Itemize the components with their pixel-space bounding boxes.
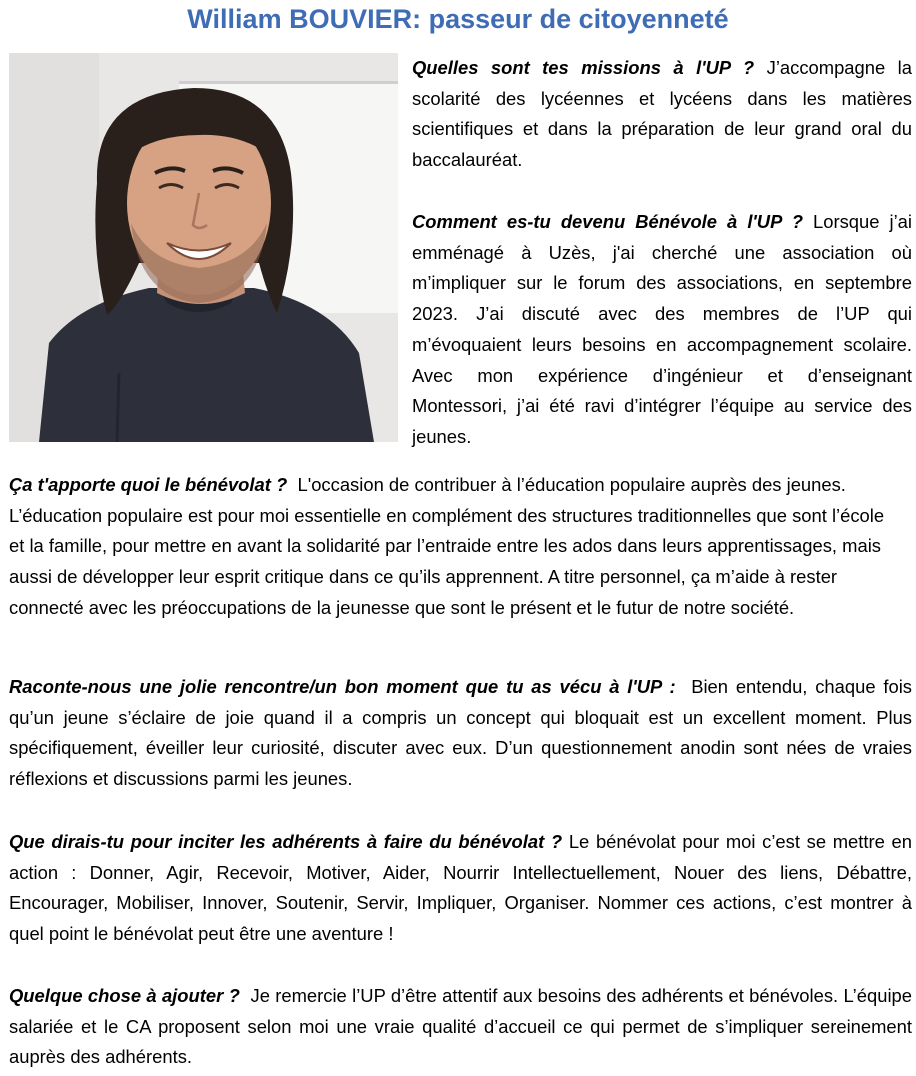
answer-apport: L'occasion de contribuer à l’éducation populaire auprès des jeunes. L’éducation populaire est pour moi essentielle en complément des structures traditionnelles que sont l’école et la famille, pour mettre en avant la solidarité par l’entraide entre les ados dans leurs apprentissages, mais aussi de développer leur esprit critique dans ce qu’ils apprennent. A titre personnel, ça m’aide à rester connecté avec les préoccupations de la jeunesse que sont le présent et le futur de notre société. [9,474,885,618]
qa-devenu-benevole [412,207,912,453]
portrait-photo [9,53,398,442]
question-rencontre: Raconte-nous une jolie rencontre/un bon moment que tu as vécu à l'UP : [9,676,676,697]
qa-apport [9,470,899,624]
qa-rencontre [9,672,912,795]
answer-missions: J’accompagne la scolarité des lycéennes et lycéens dans les matières scientifiques et dans la préparation de leur grand oral du baccalauréat. [412,57,912,171]
question-devenu-benevole: Comment es-tu devenu Bénévole à l'UP ? [412,211,803,232]
portrait-illustration [9,53,398,442]
answer-rencontre: Bien entendu, chaque fois qu’un jeune s’éclaire de joie quand il a compris un concept qui bloquait est un excellent moment. Plus spécifiquement, éveiller leur curiosité, discuter avec eux. D’un questionnement anodin sont nées de vraies réflexions et discussions parmi les jeunes. [9,676,912,790]
answer-ajouter: Je remercie l’UP d’être attentif aux besoins des adhérents et bénévoles. L’équipe salariée et le CA proposent selon moi une vraie qualité d’accueil ce qui permet de s’impliquer sereinement auprès des adhérents. [9,985,912,1068]
qa-missions [412,53,912,176]
page-title: William BOUVIER: passeur de citoyenneté [187,4,729,34]
question-missions: Quelles sont tes missions à l'UP ? [412,57,755,78]
qa-ajouter [9,981,912,1073]
qa-inciter [9,827,912,950]
answer-devenu-benevole: Lorsque j’ai emménagé à Uzès, j'ai cherché une association où m’impliquer sur le forum des associations, en septembre 2023. J’ai discuté avec des membres de l’UP qui m’évoquaient leurs besoins en accompagnement scolaire. Avec mon expérience d’ingénieur et d’enseignant Montessori, j’ai été ravi d’intégrer l’équipe au service des jeunes. [412,211,912,447]
question-inciter: Que dirais-tu pour inciter les adhérents à faire du bénévolat ? [9,831,563,852]
answer-inciter: Le bénévolat pour moi c’est se mettre en action : Donner, Agir, Recevoir, Motiver, Aider, Nourrir Intellectuellement, Nouer des liens, Débattre, Encourager, Mobiliser, Innover, Soutenir, Servir, Impliquer, Organiser. Nommer ces actions, c’est montrer à quel point le bénévolat peut être une aventure ! [9,831,912,945]
question-apport: Ça t'apporte quoi le bénévolat ? [9,474,288,495]
question-ajouter: Quelque chose à ajouter ? [9,985,240,1006]
